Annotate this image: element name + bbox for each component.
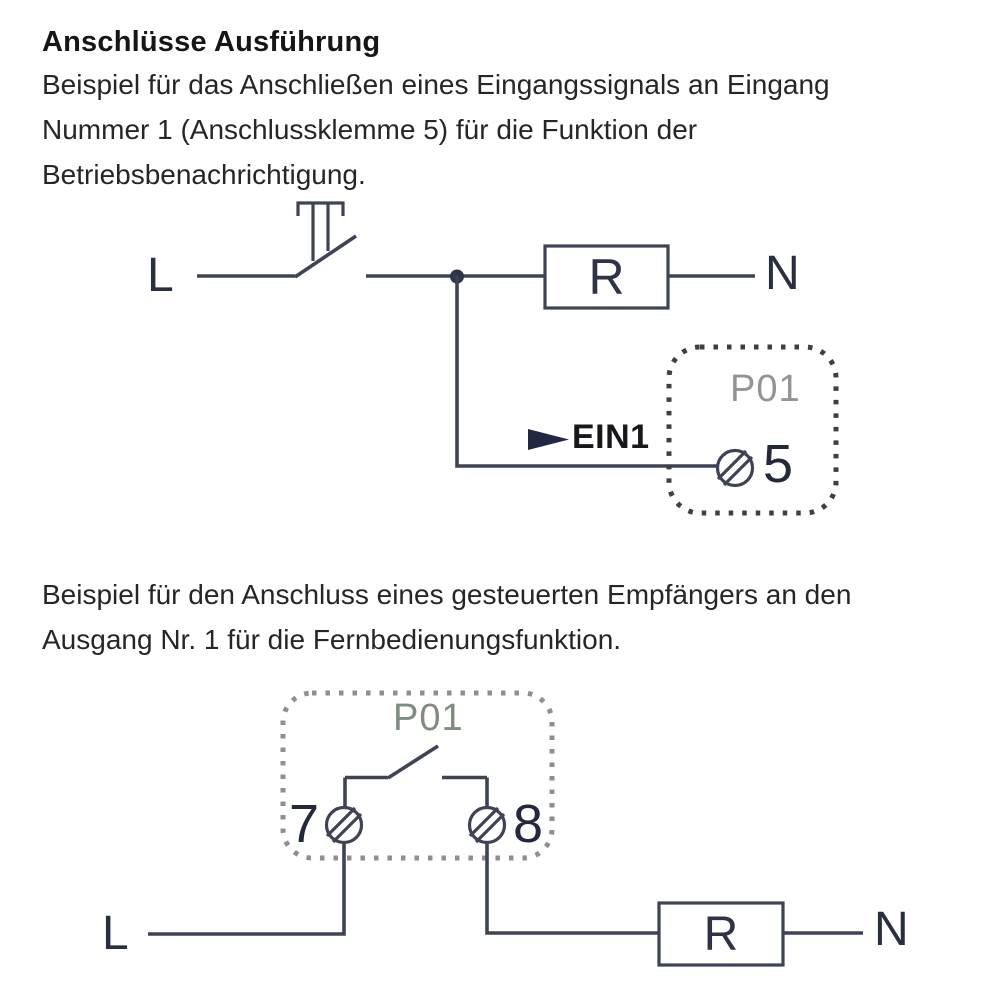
d2-terminal-right-number: 8 [513, 794, 544, 854]
screw-terminal-7-icon [327, 808, 362, 843]
d2-neutral-label: N [874, 903, 909, 956]
intro-line-2: Nummer 1 (Anschlussklemme 5) für die Funktion der [42, 114, 698, 145]
push-button-actuator-icon [298, 203, 343, 261]
d1-load-label: R [588, 249, 625, 305]
second-line-1: Beispiel für den Anschluss eines gesteuerten Empfängers an den [42, 579, 852, 610]
d2-module-label: P01 [393, 697, 464, 739]
second-line-2: Ausgang Nr. 1 für die Fernbedienungsfunktion. [42, 624, 622, 655]
d1-module-label: P01 [730, 368, 801, 410]
d2-phase-label: L [102, 907, 129, 960]
d1-neutral-label: N [765, 247, 800, 300]
d2-switch-blade [388, 746, 438, 778]
page-title: Anschlüsse Ausführung [42, 26, 381, 58]
d1-phase-label: L [147, 249, 174, 302]
wiring-diagram-1 [197, 203, 836, 513]
d2-load-label: R [703, 907, 739, 961]
d1-switch-blade [295, 236, 356, 277]
input-arrow-icon [528, 429, 569, 450]
intro-line-1: Beispiel für das Anschließen eines Eingangssignals an Eingang [42, 69, 830, 100]
d2-terminal-left-number: 7 [289, 794, 320, 854]
d2-phase-wire [148, 843, 344, 934]
screw-terminal-5-icon [718, 451, 753, 486]
intro-line-3: Betriebsbenachrichtigung. [42, 159, 366, 190]
screw-terminal-8-icon [470, 808, 505, 843]
d1-input-label: EIN1 [572, 418, 650, 456]
d1-terminal-number: 5 [763, 434, 794, 494]
